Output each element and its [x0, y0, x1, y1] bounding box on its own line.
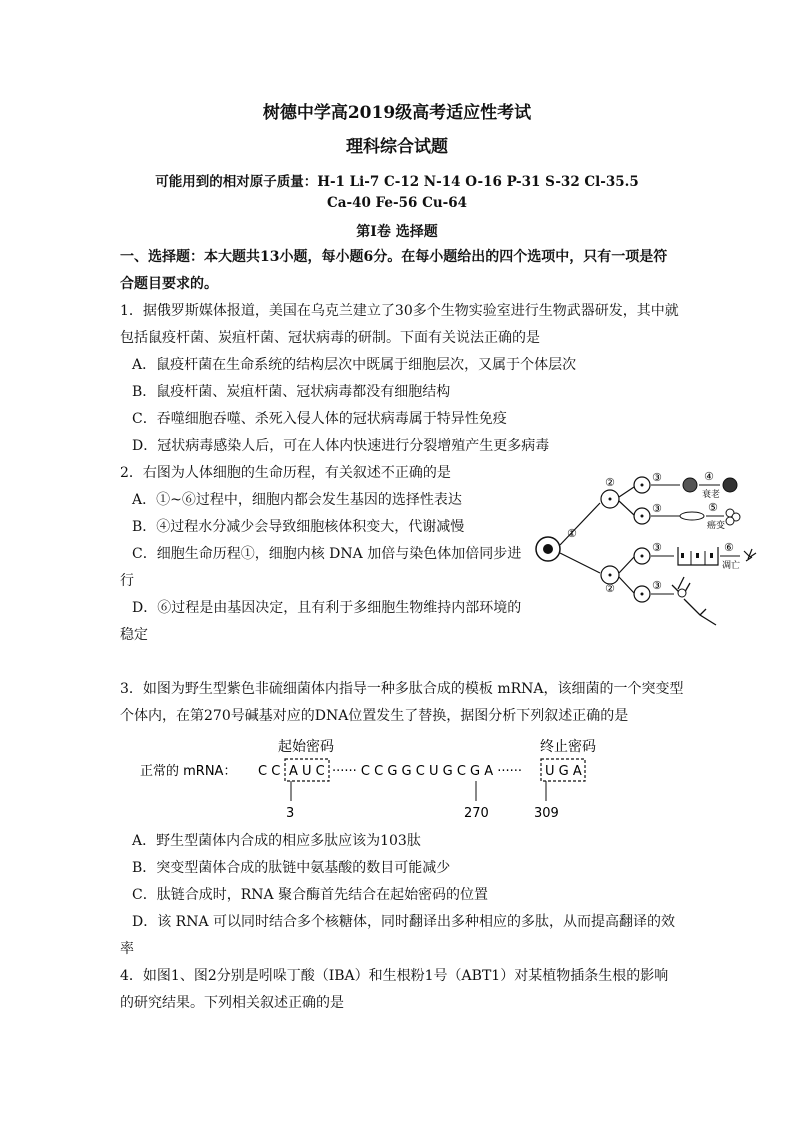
atomic-mass-line-1: 可能用到的相对原子质量：H-1 Li-7 C-12 N-14 O-16 P-31 S-32 Cl-35.5	[155, 174, 639, 190]
split-upper	[619, 487, 634, 515]
step-5-label: ⑤	[708, 501, 718, 514]
q1-option-a: A．鼠疫杆菌在生命系统的结构层次中既属于细胞层次，又属于个体层次	[132, 357, 577, 373]
q1-option-d: D．冠状病毒感染人后，可在人体内快速进行分裂增殖产生更多病毒	[132, 438, 550, 454]
arrow-up	[560, 503, 600, 545]
position-309: 309	[534, 806, 559, 821]
q2-option-c-line-2: 行	[120, 573, 134, 589]
label-apoptosis: 凋亡	[722, 561, 741, 571]
sequence-stop-codon: U G A	[545, 764, 582, 779]
step-3-label-b: ③	[652, 502, 662, 515]
start-codon-label: 起始密码	[278, 739, 334, 755]
exam-subtitle: 理科综合试题	[346, 137, 448, 157]
q3-option-d-line-1: D．该 RNA 可以同时结合多个核糖体，同时翻译出多种相应的多肽，从而提高翻译的效	[132, 914, 676, 930]
position-270: 270	[464, 806, 489, 821]
q1-stem-line-1: 1．据俄罗斯媒体报道，美国在乌克兰建立了30多个生物实验室进行生物武器研发，其中就	[120, 303, 679, 319]
q1-stem-line-2: 包括鼠疫杆菌、炭疽杆菌、冠状病毒的研制。下面有关说法正确的是	[120, 330, 540, 346]
position-3: 3	[286, 806, 295, 821]
q2-option-a: A．①~⑥过程中，细胞内都会发生基因的选择性表达	[132, 492, 462, 508]
mrna-figure	[140, 735, 610, 825]
daughter-cell-upper-nucleus	[609, 498, 612, 501]
q2-stem: 2．右图为人体细胞的生命历程，有关叙述不正确的是	[120, 465, 451, 481]
q2-option-c-line-1: C．细胞生命历程①，细胞内核 DNA 加倍与染色体加倍同步进	[132, 546, 522, 562]
neuron-cell	[672, 577, 716, 625]
apoptotic-fragments	[744, 549, 756, 561]
step-1-label: ①	[567, 527, 577, 540]
step-3-label-a: ③	[652, 471, 662, 484]
volume-heading: 第Ⅰ卷 选择题	[356, 224, 438, 240]
q3-option-b: B．突变型菌体合成的肽链中氨基酸的数目可能减少	[132, 860, 451, 876]
exam-title: 树德中学高2019级高考适应性考试	[262, 103, 532, 123]
cell-life-history-figure	[530, 465, 770, 635]
q3-option-d-line-2: 率	[120, 941, 134, 957]
q2-option-b: B．④过程水分减少会导致细胞核体积变大，代谢减慢	[132, 519, 465, 535]
step-6-label: ⑥	[724, 541, 734, 554]
stop-codon-label: 终止密码	[540, 739, 596, 755]
stem-cell-nucleus	[543, 544, 553, 554]
arrow-down	[560, 553, 600, 573]
q3-option-a: A．野生型菌体内合成的相应多肽应该为103肽	[132, 833, 421, 849]
q3-stem-line-1: 3．如图为野生型紫色非硫细菌体内指导一种多肽合成的模板 mRNA，该细菌的一个突变型	[120, 681, 684, 697]
atomic-mass-line-2: Ca-40 Fe-56 Cu-64	[326, 195, 468, 211]
step-2-label-upper: ②	[605, 476, 615, 489]
q1-option-c: C．吞噬细胞吞噬、杀死入侵人体的冠状病毒属于特异性免疫	[132, 411, 507, 427]
label-aging: 衰老	[702, 490, 721, 500]
sequence-cc: C C	[258, 764, 281, 779]
q2-option-d-line-2: 稳定	[120, 627, 148, 643]
step-3-label-d: ③	[652, 579, 662, 592]
section-instruction-line-2: 合题目要求的。	[120, 276, 218, 292]
mrna-prefix: 正常的 mRNA：	[140, 764, 237, 779]
section-instruction-line-1: 一、选择题：本大题共13小题，每小题6分。在每小题给出的四个选项中，只有一项是符	[120, 249, 668, 265]
split-lower	[619, 557, 634, 593]
step-2-label-lower: ②	[605, 582, 615, 595]
daughter-cell-lower-nucleus	[609, 574, 612, 577]
q3-option-c: C．肽链合成时，RNA 聚合酶首先结合在起始密码的位置	[132, 887, 489, 903]
sequence-start-codon: A U C	[289, 764, 325, 779]
aged-cell	[723, 478, 737, 492]
q3-stem-line-2: 个体内，在第270号碱基对应的DNA位置发生了替换，据图分析下列叙述正确的是	[120, 708, 629, 724]
step-3-label-c: ③	[652, 541, 662, 554]
q1-option-b: B．鼠疫杆菌、炭疽杆菌、冠状病毒都没有细胞结构	[132, 384, 451, 400]
aging-cell	[683, 478, 697, 492]
step-4-label: ④	[704, 470, 714, 483]
q4-stem-line-1: 4．如图1、图2分别是吲哚丁酸（IBA）和生根粉1号（ABT1）对某植物插条生根的影响	[120, 968, 669, 984]
q4-stem-line-2: 的研究结果。下列相关叙述正确的是	[120, 995, 344, 1011]
elongated-cell	[680, 512, 704, 520]
q2-option-d-line-1: D．⑥过程是由基因决定，且有利于多细胞生物维持内部环境的	[132, 600, 522, 616]
label-cancer: 癌变	[707, 521, 726, 531]
sequence-middle: ······ C C G G C U G C G A ······	[332, 764, 523, 779]
